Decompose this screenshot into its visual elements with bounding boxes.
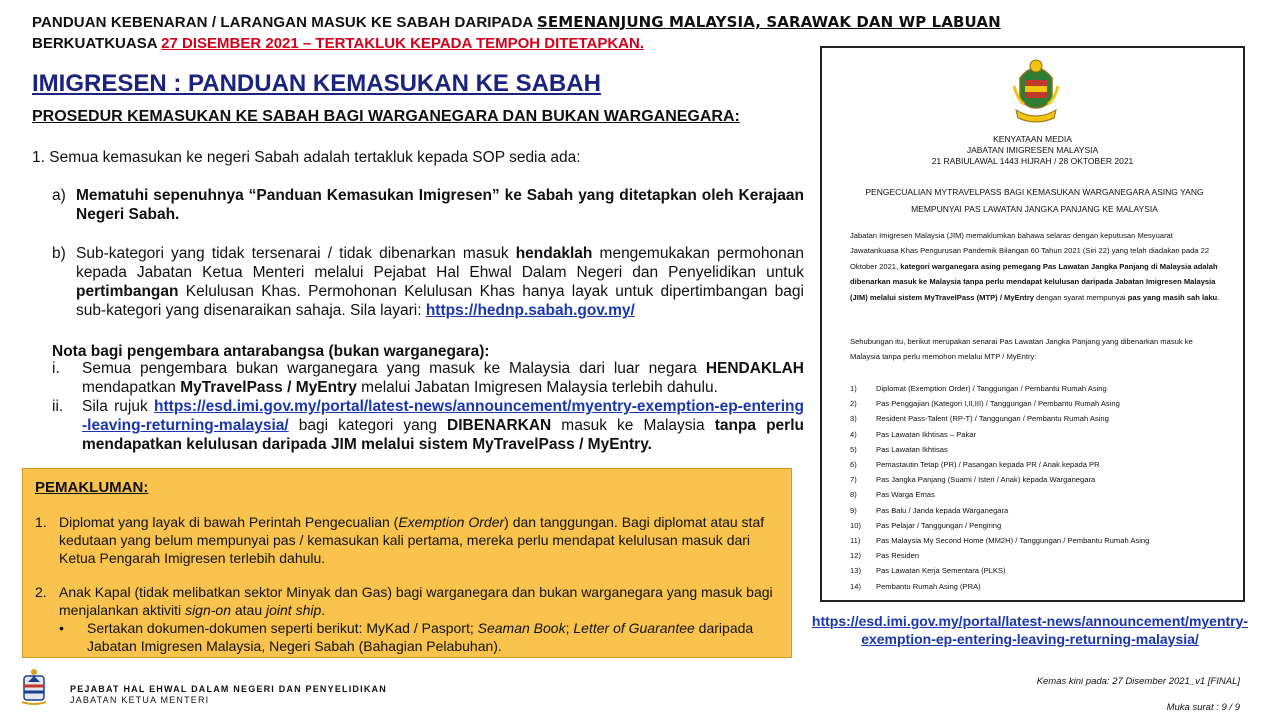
- text-span: atau: [230, 602, 267, 618]
- text-span: kategori warganegara asing pemegang Pas Lawatan Jangka Panjang di Malaysia adalah dibenarkan masuk ke Malaysia tanpa perlu mendapat kelulusan daripada Jabatan Imigresen Malaysia (JIM) melalui sistem MyTravelPass (MTP) / MyEntry: [850, 261, 1218, 302]
- immigration-crest-icon: [1010, 56, 1062, 124]
- text-span: Diplomat yang layak di bawah Perintah Pengecualian (: [59, 514, 399, 530]
- item-b: [52, 244, 804, 320]
- nota-item-ii: [52, 397, 804, 454]
- list-number: 4): [850, 429, 857, 439]
- list-item: [850, 411, 1230, 426]
- list-number: 3): [850, 414, 857, 424]
- notice-bullet: [59, 619, 784, 655]
- text-span: Kelulusan Khas. Permohonan Kelulusan Khas hanya layak untuk dipertimbangan bagi sub-kategori yang disenaraikan sahaja. Sila layari:: [76, 283, 804, 319]
- list-text: Pas Lawatan Kerja Sementara (PLKS): [876, 566, 1006, 576]
- text-span: Seaman Book: [477, 620, 566, 636]
- text-span: Sertakan dokumen-dokumen seperti berikut: MyKad / Pasport;: [87, 620, 478, 636]
- point-1: 1. Semua kemasukan ke negeri Sabah adalah tertakluk kepada SOP sedia ada:: [32, 149, 581, 166]
- list-item: [850, 457, 1230, 472]
- list-text: Diplomat (Exemption Order) / Tanggungan / Pembantu Rumah Asing: [876, 384, 1107, 393]
- list-number: 1): [850, 384, 857, 393]
- list-text: Pas Penggajian (Kategori I,II,III) / Tanggungan / Pembantu Rumah Asing: [876, 399, 1120, 409]
- text-span: tanpa perlu mendapatkan kelulusan daripada JIM melalui sistem MyTravelPass / MyEntry.: [82, 417, 804, 453]
- press-header: [822, 134, 1243, 167]
- footer-org-name: PEJABAT HAL EHWAL DALAM NEGERI DAN PENYELIDIKAN: [70, 684, 387, 694]
- press-pass-list: [850, 381, 1230, 594]
- text-span: DIBENARKAN: [447, 417, 552, 434]
- header-regions: SEMENANJUNG MALAYSIA, SARAWAK DAN WP LABUAN: [537, 13, 1001, 31]
- text-span: pas yang masih sah laku: [1127, 292, 1218, 302]
- nota-item-i: [52, 359, 804, 397]
- notice-item-2-text: [59, 583, 785, 619]
- text-span: mendapatkan: [82, 379, 181, 396]
- text-span: Exemption Order: [398, 514, 505, 530]
- page-number: Muka surat : 9 / 9: [1166, 702, 1240, 713]
- myentry-exemption-link[interactable]: https://esd.imi.gov.my/portal/latest-news/announcement/myentry-exemption-ep-entering-leaving-returning-malaysia/: [82, 398, 804, 434]
- press-kind: KENYATAAN MEDIA: [993, 134, 1072, 144]
- list-item: [850, 487, 1230, 502]
- list-text: Pas Pelajar / Tanggungan / Pengiring: [876, 520, 1002, 530]
- list-text: Pas Lawatan Ikhtisas – Pakar: [876, 429, 977, 439]
- list-number: 5): [850, 444, 857, 454]
- press-date: 21 RABIULAWAL 1443 HIJRAH / 28 OKTOBER 2021: [931, 156, 1134, 166]
- text-span: Semua pengembara bukan warganegara yang masuk ke Malaysia dari luar negara: [82, 360, 706, 377]
- nota-item-ii-text: [82, 397, 804, 454]
- list-text: Pas Balu / Janda kepada Warganegara: [876, 505, 1009, 515]
- list-item: [850, 472, 1230, 487]
- list-text: Resident Pass-Talent (RP-T) / Tanggungan / Pembantu Rumah Asing: [876, 414, 1109, 424]
- list-item: [850, 442, 1230, 457]
- text-span: Sila rujuk: [82, 398, 155, 415]
- list-number: 12): [850, 551, 861, 561]
- list-text: Pas Jangka Panjang (Suami / Isteri / Anak) kepada Warganegara: [876, 475, 1096, 485]
- press-paragraph-1: [850, 228, 1222, 305]
- notice-item-1: [35, 513, 785, 567]
- list-item: [850, 503, 1230, 518]
- notice-item-1-label: 1.: [35, 514, 47, 530]
- text-span: pertimbangan: [76, 283, 179, 300]
- text-span: joint ship: [266, 602, 322, 618]
- list-number: 13): [850, 566, 861, 576]
- list-text: Pas Malaysia My Second Home (MM2H) / Tanggungan / Pembantu Rumah Asing: [876, 536, 1150, 546]
- text-span: Sub-kategori yang tidak tersenarai / tidak dibenarkan masuk: [76, 245, 516, 262]
- list-number: 7): [850, 475, 857, 485]
- nota-item-i-label: i.: [52, 360, 60, 377]
- text-span: ) dan tanggungan. Bagi diplomat atau staf kedutaan yang belum mempunyai pas / kemasukan kali pertama, mereka perlu mendapat kelulusan masuk dari Ketua Pengarah Imigresen terlebih dahulu.: [59, 514, 765, 566]
- text-span: hendaklah: [515, 245, 593, 262]
- item-a-text: Mematuhi sepenuhnya “Panduan Kemasukan Imigresen” ke Sabah yang ditetapkan oleh Kerajaan Negeri Sabah.: [76, 187, 804, 223]
- list-item: [850, 563, 1230, 578]
- list-item: [850, 381, 1230, 396]
- list-item: [850, 518, 1230, 533]
- list-item: [850, 579, 1230, 594]
- header-text: PANDUAN KEBENARAN / LARANGAN MASUK KE SABAH DARIPADA: [32, 14, 538, 31]
- nota-heading: Nota bagi pengembara antarabangsa (bukan warganegara):: [52, 343, 490, 360]
- text-span: dengan syarat mempunyai: [1034, 292, 1128, 302]
- list-text: Pas Residen: [876, 551, 920, 561]
- item-a: [52, 186, 804, 224]
- header-line-1: [32, 13, 1001, 31]
- footer-dept-name: JABATAN KETUA MENTERI: [70, 695, 210, 705]
- header-effective-date: 27 DISEMBER 2021 – TERTAKLUK KEPADA TEMPOH DITETAPKAN.: [161, 35, 645, 52]
- list-number: 10): [850, 520, 861, 530]
- notice-box: [22, 468, 792, 658]
- list-item: [850, 548, 1230, 563]
- press-agency: JABATAN IMIGRESEN MALAYSIA: [966, 145, 1099, 155]
- text-span: Jabatan Imigresen Malaysia (JIM) memaklumkan bahawa selaras dengan keputusan Mesyuarat Jawatankuasa Khas Pengurusan Pandemik Bilangan 60 Tahun 2021 (Siri 22) yang telah diadakan pada 22 Oktober 2021,: [850, 231, 1210, 271]
- list-number: 8): [850, 490, 857, 500]
- item-a-label: a): [52, 187, 66, 204]
- list-text: Pas Warga Emas: [876, 490, 935, 500]
- hednp-link[interactable]: https://hednp.sabah.gov.my/: [425, 302, 635, 319]
- sabah-crest-icon: [20, 666, 48, 706]
- header-line-2: [32, 35, 644, 52]
- press-title: PENGECUALIAN MYTRAVELPASS BAGI KEMASUKAN WARGANEGARA ASING YANG MEMPUNYAI PAS LAWATAN JANGKA PANJANG KE MALAYSIA: [865, 187, 1204, 214]
- list-number: 11): [850, 536, 861, 546]
- nota-item-i-text: [82, 359, 804, 397]
- list-number: 9): [850, 505, 857, 515]
- notice-item-1-text: [59, 513, 785, 567]
- text-span: sign-on: [185, 602, 231, 618]
- text-span: Letter of Guarantee: [573, 620, 695, 636]
- list-item: [850, 427, 1230, 442]
- press-paragraph-2: Sehubungan itu, berikut merupakan senarai Pas Lawatan Jangka Panjang yang dibenarkan masuk ke Malaysia tanpa perlu memohon melalui MTP / MyEntry:: [850, 337, 1193, 362]
- item-b-label: b): [52, 245, 66, 262]
- notice-heading: PEMAKLUMAN:: [35, 479, 149, 496]
- list-text: Pas Lawatan Ikhtisas: [876, 444, 948, 454]
- page-title: IMIGRESEN : PANDUAN KEMASUKAN KE SABAH: [32, 70, 601, 97]
- list-text: Pembantu Rumah Asing (PRA): [876, 581, 981, 591]
- list-text: Pemastautin Tetap (PR) / Pasangan kepada PR / Anak kepada PR: [876, 460, 1100, 470]
- updated-date: Kemas kini pada: 27 Disember 2021_v1 [FINAL]: [1036, 676, 1240, 687]
- text-span: masuk ke Malaysia: [551, 417, 715, 434]
- press-release-document: [820, 46, 1245, 602]
- text-span: bagi kategori yang: [288, 417, 448, 434]
- text-span: .: [1217, 292, 1220, 302]
- press-release-link[interactable]: https://esd.imi.gov.my/portal/latest-news/announcement/myentry-exemption-ep-entering-leaving-returning-malaysia/: [811, 613, 1249, 647]
- section-subtitle: PROSEDUR KEMASUKAN KE SABAH BAGI WARGANEGARA DAN BUKAN WARGANEGARA:: [32, 108, 740, 125]
- text-span: .: [321, 602, 326, 618]
- item-b-text: [76, 244, 804, 320]
- bullet-icon: •: [59, 620, 64, 636]
- list-number: 2): [850, 399, 857, 409]
- text-span: ;: [565, 620, 574, 636]
- list-item: [850, 533, 1230, 548]
- header-effective-label: BERKUATKUASA: [32, 35, 162, 52]
- text-span: mengemukakan permohonan kepada Jabatan Ketua Menteri melalui Pejabat Hal Ehwal Dalam Negeri dan Penyelidikan untuk: [76, 245, 805, 281]
- nota-item-ii-label: ii.: [52, 398, 64, 415]
- text-span: MyTravelPass / MyEntry: [180, 379, 357, 396]
- list-item: [850, 396, 1230, 411]
- text-span: Anak Kapal (tidak melibatkan sektor Minyak dan Gas) bagi warganegara dan bukan warganegara yang masuk bagi menjalankan aktiviti: [59, 584, 773, 618]
- notice-item-2: [35, 583, 785, 619]
- text-span: HENDAKLAH: [705, 360, 804, 377]
- list-number: 6): [850, 460, 857, 470]
- text-span: daripada Jabatan Imigresen Malaysia, Negeri Sabah (Bahagian Pelabuhan).: [87, 620, 754, 654]
- list-number: 14): [850, 581, 861, 591]
- text-span: melalui Jabatan Imigresen Malaysia terlebih dahulu.: [356, 379, 718, 396]
- notice-item-2-label: 2.: [35, 584, 47, 600]
- notice-bullet-text: [87, 619, 784, 655]
